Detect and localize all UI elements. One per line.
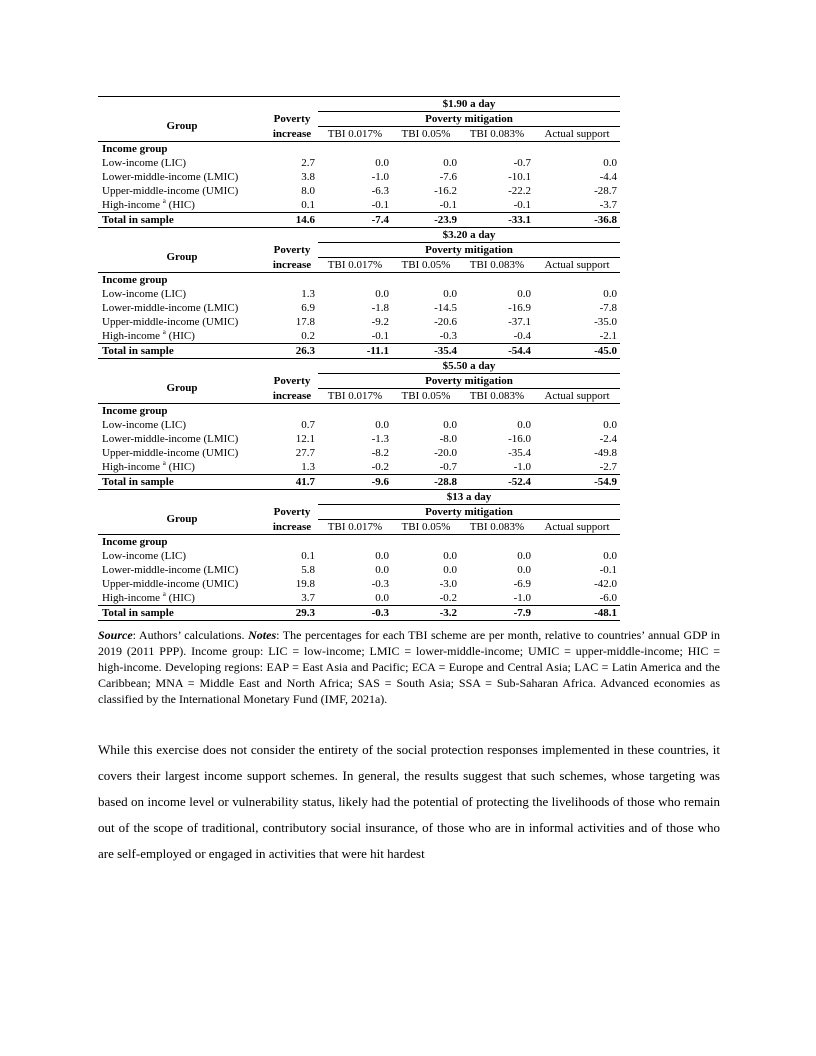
- table-cell: -0.2: [439, 592, 457, 604]
- notes-text: : The percentages for each TBI scheme are per month, relative to countries’ annual GDP in 2019 (2011 PPP). Income group: LIC = low-income; LMIC = lower-middle-income; UMIC = upper-middle-income; HIC = high-income. Developing regions: EAP = East Asia and Pacific; ECA = Europe and Central Asia; LAC = Latin America and the Caribbean; MNA = Middle East and North Africa; SAS = South Asia; SSA = Sub-Saharan Africa. Advanced economies as classified by the International Monetary Fund (IMF, 2021a).: [98, 628, 720, 706]
- section-title: $5.50 a day: [318, 359, 620, 374]
- total-cell: -28.8: [392, 475, 460, 490]
- table-cell: 0.0: [443, 288, 457, 300]
- row-label-text: High-income: [102, 199, 161, 211]
- total-row: [98, 213, 620, 228]
- row-label: [98, 329, 266, 344]
- row-label: [98, 170, 266, 184]
- total-row: [98, 475, 620, 490]
- total-cell: -52.4: [460, 475, 534, 490]
- col-header: TBI 0.083%: [460, 520, 534, 535]
- col-header: TBI 0.017%: [318, 389, 392, 404]
- row-label-text: Lower-middle-income (LMIC): [102, 433, 239, 445]
- table-cell: -0.1: [513, 199, 531, 211]
- table-cell: 0.0: [375, 157, 389, 169]
- table-cell: -35.0: [594, 316, 617, 328]
- table-cell: -0.1: [371, 199, 389, 211]
- table-cell: -1.3: [371, 433, 389, 445]
- total-cell: -48.1: [534, 606, 620, 621]
- table-row: [98, 287, 620, 301]
- table-cell: -42.0: [594, 578, 617, 590]
- table-cell: -8.2: [371, 447, 389, 459]
- table-cell: -1.8: [371, 302, 389, 314]
- total-row: [98, 606, 620, 621]
- row-label-suffix: (HIC): [165, 592, 195, 604]
- table-cell: -0.2: [371, 461, 389, 473]
- total-cell: -7.9: [460, 606, 534, 621]
- table-cell: 17.8: [295, 316, 315, 328]
- notes-label: Notes: [248, 628, 277, 642]
- table-cell: -6.3: [371, 185, 389, 197]
- total-cell: -9.6: [318, 475, 392, 490]
- table-cell: 0.0: [603, 157, 617, 169]
- table-cell: -35.4: [508, 447, 531, 459]
- group-header: Group: [166, 513, 198, 526]
- col-header: TBI 0.017%: [318, 127, 392, 142]
- table-cell: -6.9: [513, 578, 531, 590]
- table-cell: -20.0: [434, 447, 457, 459]
- table-cell: 0.0: [603, 419, 617, 431]
- table-cell: -22.2: [508, 185, 531, 197]
- page: [98, 96, 720, 867]
- row-label: [98, 301, 266, 315]
- income-group-label: Income group: [98, 535, 266, 550]
- table-cell: -1.0: [513, 592, 531, 604]
- table-cell: -1.0: [371, 171, 389, 183]
- section-title: $3.20 a day: [318, 228, 620, 243]
- table-row: [98, 329, 620, 344]
- row-label-text: Upper-middle-income (UMIC): [102, 316, 239, 328]
- table-row: [98, 156, 620, 170]
- footnote-marker: a: [162, 328, 166, 336]
- total-cell: 26.3: [266, 344, 318, 359]
- poverty-header: Poverty: [273, 244, 311, 256]
- header-row: [98, 374, 620, 389]
- table-cell: 2.7: [301, 157, 315, 169]
- table-notes: [98, 627, 720, 707]
- total-label: Total in sample: [98, 344, 266, 359]
- row-label: [98, 198, 266, 213]
- table-cell: -14.5: [434, 302, 457, 314]
- row-label: [98, 577, 266, 591]
- table-row: [98, 549, 620, 563]
- row-label-text: Lower-middle-income (LMIC): [102, 564, 239, 576]
- table-row: [98, 446, 620, 460]
- table-row: [98, 315, 620, 329]
- section-label-row: [98, 273, 620, 288]
- income-group-label: Income group: [98, 142, 266, 157]
- table-cell: -16.0: [508, 433, 531, 445]
- section-title-row: [98, 490, 620, 505]
- row-label-text: Upper-middle-income (UMIC): [102, 447, 239, 459]
- table-cell: 0.1: [301, 550, 315, 562]
- source-label: Source: [98, 628, 133, 642]
- total-cell: -35.4: [392, 344, 460, 359]
- col-header: TBI 0.05%: [392, 127, 460, 142]
- header-row: [98, 505, 620, 520]
- table-cell: -0.3: [439, 330, 457, 342]
- table-cell: -2.1: [599, 330, 617, 342]
- body-paragraph: While this exercise does not consider the entirety of the social protection responses implemented in these countries, it covers their largest income support schemes. In general, the results suggest that such schemes, whose targeting was based on income level or vulnerability status, likely had the potential of protecting the livelihoods of those who remain out of the scope of traditional, contributory social insurance, of those who are in informal activities and of those who are self-employed or engaged in activities that were hit hardest: [98, 742, 720, 861]
- footnote-marker: a: [162, 590, 166, 598]
- table-cell: 0.0: [375, 592, 389, 604]
- row-label: [98, 549, 266, 563]
- total-cell: -54.9: [534, 475, 620, 490]
- row-label: [98, 446, 266, 460]
- section-title: $13 a day: [318, 490, 620, 505]
- table-cell: 0.0: [603, 288, 617, 300]
- table-cell: 0.0: [443, 550, 457, 562]
- table-cell: -10.1: [508, 171, 531, 183]
- table-cell: 0.0: [443, 419, 457, 431]
- table-cell: -16.9: [508, 302, 531, 314]
- col-header: TBI 0.083%: [460, 389, 534, 404]
- table-cell: -28.7: [594, 185, 617, 197]
- increase-header: increase: [266, 389, 318, 404]
- table-cell: 19.8: [295, 578, 315, 590]
- row-label-text: High-income: [102, 461, 161, 473]
- row-label-text: Low-income (LIC): [102, 288, 186, 300]
- poverty-header: Poverty: [273, 113, 311, 125]
- col-header: Actual support: [534, 389, 620, 404]
- row-label-text: Low-income (LIC): [102, 157, 186, 169]
- table-cell: 12.1: [295, 433, 315, 445]
- table-cell: 0.0: [443, 564, 457, 576]
- section-label-row: [98, 404, 620, 419]
- total-cell: 41.7: [266, 475, 318, 490]
- table-cell: 3.8: [301, 171, 315, 183]
- table-row: [98, 432, 620, 446]
- table-cell: -9.2: [371, 316, 389, 328]
- table-cell: 0.0: [375, 550, 389, 562]
- section-label-row: [98, 535, 620, 550]
- row-label: [98, 591, 266, 606]
- table-cell: -6.0: [599, 592, 617, 604]
- table-row: [98, 563, 620, 577]
- total-cell: -3.2: [392, 606, 460, 621]
- header-row: [98, 112, 620, 127]
- table-cell: -3.7: [599, 199, 617, 211]
- header-row: [98, 243, 620, 258]
- row-label-text: Lower-middle-income (LMIC): [102, 171, 239, 183]
- table-cell: 0.0: [603, 550, 617, 562]
- table-row: [98, 170, 620, 184]
- row-label-suffix: (HIC): [165, 330, 195, 342]
- table-cell: 27.7: [295, 447, 315, 459]
- footnote-marker: a: [162, 459, 166, 467]
- table-cell: -1.0: [513, 461, 531, 473]
- table-row: [98, 577, 620, 591]
- table-cell: 5.8: [301, 564, 315, 576]
- mitigation-header: Poverty mitigation: [318, 112, 620, 127]
- table-cell: -4.4: [599, 171, 617, 183]
- mitigation-header: Poverty mitigation: [318, 243, 620, 258]
- total-row: [98, 344, 620, 359]
- row-label: [98, 184, 266, 198]
- row-label: [98, 315, 266, 329]
- increase-header: increase: [266, 258, 318, 273]
- col-header: TBI 0.05%: [392, 520, 460, 535]
- section-title-row: [98, 97, 620, 112]
- total-cell: 14.6: [266, 213, 318, 228]
- table-cell: 0.0: [375, 564, 389, 576]
- table-row: [98, 418, 620, 432]
- table-cell: -20.6: [434, 316, 457, 328]
- table-cell: 0.0: [517, 564, 531, 576]
- table-row: [98, 301, 620, 315]
- row-label-text: Lower-middle-income (LMIC): [102, 302, 239, 314]
- section-title-row: [98, 359, 620, 374]
- col-header: Actual support: [534, 520, 620, 535]
- total-cell: -45.0: [534, 344, 620, 359]
- table-cell: -49.8: [594, 447, 617, 459]
- footnote-marker: a: [162, 197, 166, 205]
- row-label: [98, 156, 266, 170]
- col-header: TBI 0.05%: [392, 258, 460, 273]
- poverty-header: Poverty: [273, 506, 311, 518]
- row-label-text: High-income: [102, 592, 161, 604]
- mitigation-header: Poverty mitigation: [318, 374, 620, 389]
- table-cell: 0.2: [301, 330, 315, 342]
- table-cell: -0.1: [371, 330, 389, 342]
- total-cell: -7.4: [318, 213, 392, 228]
- total-label: Total in sample: [98, 475, 266, 490]
- row-label: [98, 418, 266, 432]
- total-cell: -0.3: [318, 606, 392, 621]
- row-label-text: Low-income (LIC): [102, 550, 186, 562]
- mitigation-header: Poverty mitigation: [318, 505, 620, 520]
- table-cell: -2.4: [599, 433, 617, 445]
- total-cell: -36.8: [534, 213, 620, 228]
- income-group-label: Income group: [98, 273, 266, 288]
- table-cell: -2.7: [599, 461, 617, 473]
- increase-header: increase: [266, 520, 318, 535]
- total-label: Total in sample: [98, 213, 266, 228]
- table-cell: -0.1: [599, 564, 617, 576]
- row-label-text: Upper-middle-income (UMIC): [102, 578, 239, 590]
- table-cell: 6.9: [301, 302, 315, 314]
- row-label-suffix: (HIC): [165, 199, 195, 211]
- table-cell: 0.1: [301, 199, 315, 211]
- table-cell: -3.0: [439, 578, 457, 590]
- total-cell: -33.1: [460, 213, 534, 228]
- row-label: [98, 563, 266, 577]
- section-title: $1.90 a day: [318, 97, 620, 112]
- total-cell: 29.3: [266, 606, 318, 621]
- table-cell: -16.2: [434, 185, 457, 197]
- total-cell: -23.9: [392, 213, 460, 228]
- table-cell: -37.1: [508, 316, 531, 328]
- row-label-text: Upper-middle-income (UMIC): [102, 185, 239, 197]
- group-header: Group: [166, 120, 198, 133]
- col-header: TBI 0.017%: [318, 520, 392, 535]
- group-header: Group: [166, 382, 198, 395]
- table-cell: 0.0: [443, 157, 457, 169]
- table-cell: 1.3: [301, 288, 315, 300]
- table-cell: -0.3: [371, 578, 389, 590]
- table-cell: -0.7: [439, 461, 457, 473]
- table-row: [98, 198, 620, 213]
- col-header: Actual support: [534, 258, 620, 273]
- increase-header: increase: [266, 127, 318, 142]
- table-cell: 0.0: [375, 288, 389, 300]
- table-cell: -0.7: [513, 157, 531, 169]
- table-cell: 1.3: [301, 461, 315, 473]
- row-label: [98, 432, 266, 446]
- table-cell: 0.0: [517, 288, 531, 300]
- poverty-header: Poverty: [273, 375, 311, 387]
- table-cell: 3.7: [301, 592, 315, 604]
- total-label: Total in sample: [98, 606, 266, 621]
- col-header: TBI 0.017%: [318, 258, 392, 273]
- group-header: Group: [166, 251, 198, 264]
- col-header: TBI 0.083%: [460, 258, 534, 273]
- col-header: TBI 0.083%: [460, 127, 534, 142]
- table-row: [98, 460, 620, 475]
- table-cell: 0.0: [517, 419, 531, 431]
- table-cell: -8.0: [439, 433, 457, 445]
- col-header: TBI 0.05%: [392, 389, 460, 404]
- col-header: Actual support: [534, 127, 620, 142]
- section-title-row: [98, 228, 620, 243]
- table-cell: 0.7: [301, 419, 315, 431]
- table-cell: -0.1: [439, 199, 457, 211]
- row-label: [98, 287, 266, 301]
- income-group-label: Income group: [98, 404, 266, 419]
- row-label-text: High-income: [102, 330, 161, 342]
- table-cell: 0.0: [517, 550, 531, 562]
- poverty-mitigation-table: [98, 96, 620, 621]
- total-cell: -54.4: [460, 344, 534, 359]
- section-label-row: [98, 142, 620, 157]
- table-cell: -7.8: [599, 302, 617, 314]
- table-cell: -0.4: [513, 330, 531, 342]
- row-label-text: Low-income (LIC): [102, 419, 186, 431]
- table-cell: 0.0: [375, 419, 389, 431]
- table-row: [98, 184, 620, 198]
- row-label: [98, 460, 266, 475]
- row-label-suffix: (HIC): [165, 461, 195, 473]
- table-cell: 8.0: [301, 185, 315, 197]
- source-text: : Authors’ calculations.: [132, 628, 249, 642]
- table-cell: -7.6: [439, 171, 457, 183]
- table-row: [98, 591, 620, 606]
- total-cell: -11.1: [318, 344, 392, 359]
